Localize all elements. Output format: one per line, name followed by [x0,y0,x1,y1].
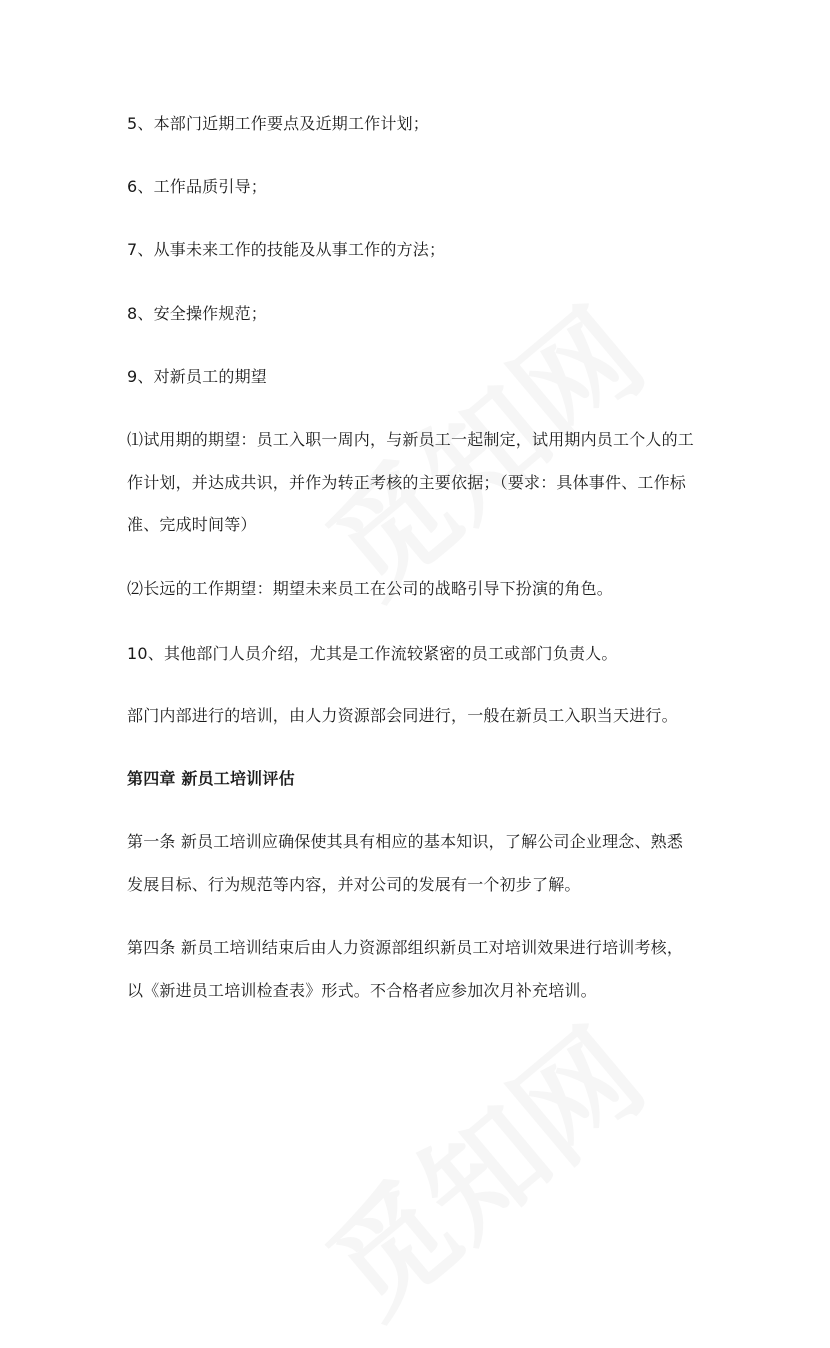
paragraph-line: ⑴试用期的期望：员工入职一周内，与新员工一起制定，试用期内员工个人的工 [127,430,695,449]
paragraph-line: 第四条 新员工培训结束后由人力资源部组织新员工对培训效果进行培训考核， [127,938,684,957]
list-item-5: 5、本部门近期工作要点及近期工作计划； [127,114,429,133]
paragraph-line: 第一条 新员工培训应确保使其具有相应的基本知识，了解公司企业理念、熟悉 [127,832,684,851]
paragraph-line: 以《新进员工培训检查表》形式。不合格者应参加次月补充培训。 [127,981,597,1000]
list-item-10: 10、其他部门人员介绍，尤其是工作流较紧密的员工或部门负责人。 [127,644,618,663]
list-item-7: 7、从事未来工作的技能及从事工作的方法； [127,240,446,259]
paragraph-line: 发展目标、行为规范等内容，并对公司的发展有一个初步了解。 [127,875,581,894]
list-item-6: 6、工作品质引导； [127,177,267,196]
paragraph-line: 准、完成时间等） [127,515,257,534]
paragraph-line: ⑵长远的工作期望：期望未来员工在公司的战略引导下扮演的角色。 [127,579,614,598]
watermark [287,984,673,1347]
paragraph-line: 作计划，并达成共识，并作为转正考核的主要依据；（要求：具体事件、工作标 [127,473,687,492]
chapter-heading: 第四章 新员工培训评估 [127,769,295,788]
list-item-9: 9、对新员工的期望 [127,367,267,386]
list-item-8: 8、安全操作规范； [127,304,267,323]
paragraph-line: 部门内部进行的培训，由人力资源部会同进行，一般在新员工入职当天进行。 [127,706,678,725]
